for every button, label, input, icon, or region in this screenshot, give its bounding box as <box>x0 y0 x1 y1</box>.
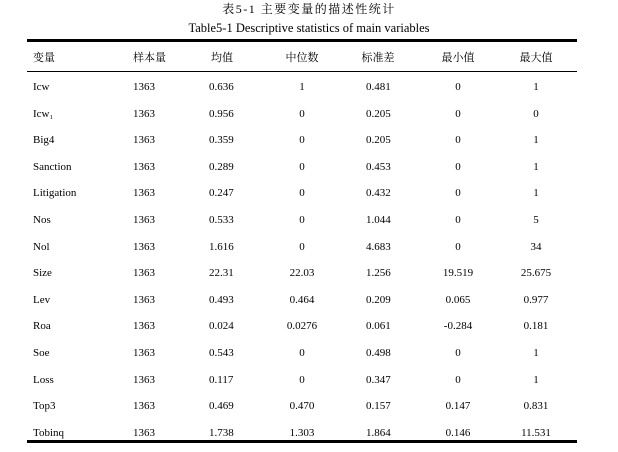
cell-std-dev: 0.205 <box>366 134 391 147</box>
cell-median: 0.0276 <box>286 320 318 333</box>
table-header-rule <box>27 71 577 72</box>
cell-median: 0 <box>299 240 305 253</box>
cell-median: 0 <box>299 346 305 359</box>
cell-mean: 0.117 <box>209 373 234 386</box>
cell-median: 0.470 <box>289 400 315 413</box>
cell-sample-size: 1363 <box>133 213 155 226</box>
cell-min: 0 <box>455 187 461 200</box>
cell-std-dev: 1.256 <box>366 267 391 280</box>
table-row <box>0 107 618 134</box>
table-row <box>0 80 618 107</box>
table-top-rule <box>27 39 577 42</box>
cell-min: 19.519 <box>442 267 474 280</box>
table-title-chinese: 表5-1 主要变量的描述性统计 <box>222 2 396 16</box>
cell-min: 0 <box>455 373 461 386</box>
table-row <box>0 266 618 293</box>
cell-sample-size: 1363 <box>133 107 155 120</box>
cell-sample-size: 1363 <box>133 160 155 173</box>
table-row <box>0 160 618 187</box>
cell-median: 22.03 <box>289 267 315 280</box>
cell-max: 0.181 <box>523 320 549 333</box>
cell-median: 1.303 <box>289 426 315 439</box>
cell-median: 1 <box>299 81 305 93</box>
cell-min: 0 <box>455 160 461 173</box>
cell-sample-size: 1363 <box>133 81 155 93</box>
cell-std-dev: 1.864 <box>366 426 391 439</box>
cell-min: 0 <box>455 346 461 359</box>
cell-min: -0.284 <box>443 320 473 333</box>
cell-mean: 0.289 <box>209 160 234 173</box>
cell-variable: Top3 <box>33 400 56 413</box>
cell-std-dev: 4.683 <box>366 240 391 253</box>
cell-variable: Nos <box>33 213 51 226</box>
cell-max: 11.531 <box>521 426 551 439</box>
cell-mean: 1.738 <box>209 426 234 439</box>
cell-min: 0.147 <box>445 400 471 413</box>
cell-mean: 0.247 <box>209 187 234 200</box>
cell-median: 0 <box>299 134 305 147</box>
cell-sample-size: 1363 <box>133 426 155 439</box>
cell-mean: 0.359 <box>209 134 234 147</box>
cell-sample-size: 1363 <box>133 373 155 386</box>
cell-variable: Loss <box>33 373 54 386</box>
cell-median: 0 <box>299 160 305 173</box>
header-variable: 变量 <box>33 52 55 64</box>
cell-std-dev: 0.347 <box>366 373 391 386</box>
cell-max: 0 <box>533 107 539 120</box>
cell-sample-size: 1363 <box>133 400 155 413</box>
cell-sample-size: 1363 <box>133 187 155 200</box>
cell-variable: Big4 <box>33 134 55 147</box>
cell-min: 0 <box>455 240 461 253</box>
cell-mean: 22.31 <box>209 267 234 280</box>
table-row <box>0 293 618 320</box>
cell-mean: 0.543 <box>209 346 234 359</box>
table-row <box>0 240 618 267</box>
header-max: 最大值 <box>519 52 553 64</box>
cell-median: 0 <box>299 107 305 120</box>
cell-variable: Litigation <box>33 187 77 200</box>
cell-mean: 0.024 <box>209 320 234 333</box>
cell-median: 0.464 <box>289 293 315 306</box>
cell-max: 1 <box>533 81 539 93</box>
cell-max: 0.977 <box>523 293 549 306</box>
table-row <box>0 426 618 452</box>
cell-mean: 0.533 <box>209 213 234 226</box>
table-header-row <box>0 51 618 65</box>
cell-max: 1 <box>533 187 539 200</box>
table-row <box>0 373 618 400</box>
cell-std-dev: 1.044 <box>366 213 391 226</box>
table-row <box>0 186 618 213</box>
table-bottom-rule <box>27 440 577 443</box>
cell-max: 5 <box>533 213 539 226</box>
cell-variable: Tobinq <box>33 426 65 439</box>
cell-std-dev: 0.498 <box>366 346 391 359</box>
cell-max: 1 <box>533 346 539 359</box>
table-row <box>0 399 618 426</box>
table-row <box>0 319 618 346</box>
cell-max: 1 <box>533 373 539 386</box>
cell-std-dev: 0.432 <box>366 187 391 200</box>
cell-max: 1 <box>533 160 539 173</box>
cell-std-dev: 0.157 <box>366 400 391 413</box>
cell-min: 0.146 <box>445 426 471 439</box>
header-sample-size: 样本量 <box>133 52 166 64</box>
header-mean: 均值 <box>211 52 233 64</box>
cell-median: 0 <box>299 213 305 226</box>
cell-sample-size: 1363 <box>133 134 155 147</box>
table-row <box>0 133 618 160</box>
cell-sample-size: 1363 <box>133 240 155 253</box>
cell-min: 0 <box>455 107 461 120</box>
cell-mean: 0.493 <box>209 293 234 306</box>
cell-variable: Size <box>33 267 52 280</box>
cell-min: 0 <box>455 134 461 147</box>
cell-sample-size: 1363 <box>133 267 155 280</box>
cell-variable: Nol <box>33 240 50 253</box>
cell-std-dev: 0.481 <box>366 81 391 93</box>
table-title-english: Table5-1 Descriptive statistics of main variables <box>188 21 430 35</box>
cell-min: 0.065 <box>445 293 471 306</box>
table-row <box>0 213 618 240</box>
header-median: 中位数 <box>285 52 319 64</box>
cell-std-dev: 0.205 <box>366 107 391 120</box>
cell-median: 0 <box>299 187 305 200</box>
cell-variable: Lev <box>33 293 51 306</box>
cell-mean: 1.616 <box>209 240 234 253</box>
cell-max: 25.675 <box>520 267 552 280</box>
cell-max: 1 <box>533 134 539 147</box>
cell-variable: Icw₁ <box>33 107 54 120</box>
cell-variable: Sanction <box>33 160 72 173</box>
cell-mean: 0.956 <box>209 107 234 120</box>
cell-std-dev: 0.061 <box>366 320 391 333</box>
table-body <box>0 80 618 452</box>
cell-mean: 0.469 <box>209 400 234 413</box>
cell-std-dev: 0.209 <box>366 293 391 306</box>
table-row <box>0 346 618 373</box>
cell-sample-size: 1363 <box>133 346 155 359</box>
cell-std-dev: 0.453 <box>366 160 391 173</box>
cell-sample-size: 1363 <box>133 320 155 333</box>
cell-min: 0 <box>455 213 461 226</box>
cell-max: 0.831 <box>523 400 549 413</box>
header-min: 最小值 <box>441 52 475 64</box>
cell-sample-size: 1363 <box>133 293 155 306</box>
cell-max: 34 <box>530 240 542 253</box>
cell-variable: Roa <box>33 320 51 333</box>
header-std-dev: 标准差 <box>361 52 395 64</box>
cell-min: 0 <box>455 81 461 93</box>
cell-median: 0 <box>299 373 305 386</box>
cell-variable: Soe <box>33 346 50 359</box>
cell-variable: Icw <box>33 81 50 93</box>
cell-mean: 0.636 <box>209 81 234 93</box>
